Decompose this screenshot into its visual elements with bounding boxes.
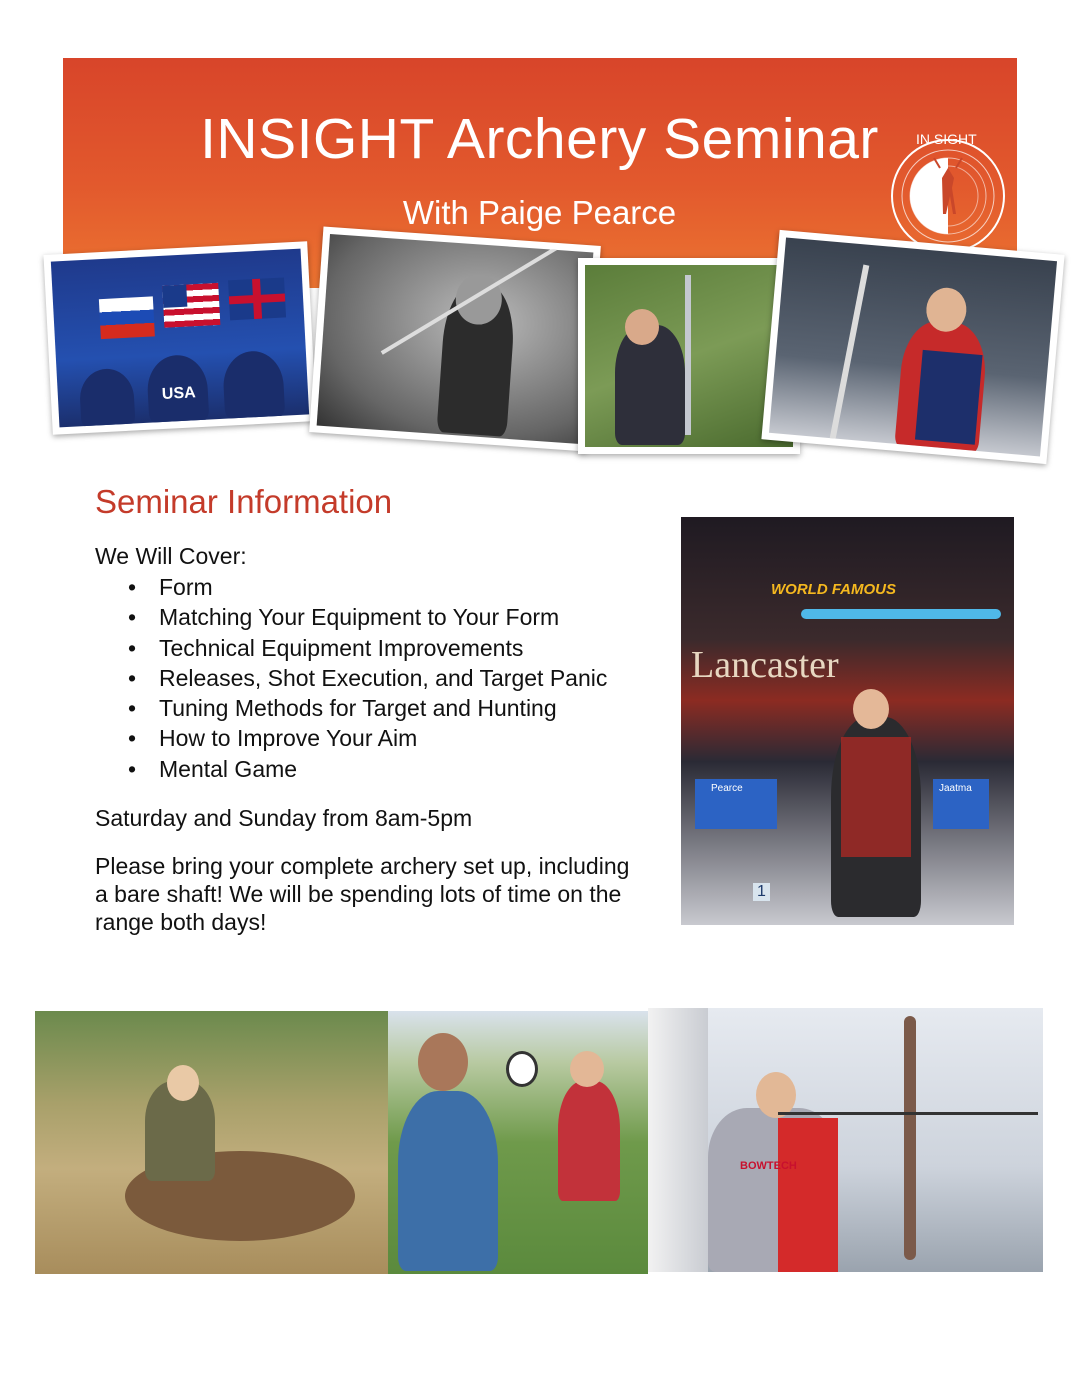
schedule-text: Saturday and Sunday from 8am-5pm (95, 805, 473, 831)
photo-flags (43, 241, 316, 435)
list-item: • Matching Your Equipment to Your Form (95, 602, 655, 632)
bowtech-label: BOWTECH (740, 1160, 797, 1172)
list-item: • Tuning Methods for Target and Hunting (95, 693, 655, 723)
cover-label: We Will Cover: (95, 543, 247, 569)
logo-text: IN SIGHT (916, 131, 977, 147)
photo-bowtech-archer (648, 1008, 1043, 1272)
scoreboard-left-label: Pearce (711, 783, 743, 794)
photo-bw-archer (309, 227, 601, 452)
list-item: • Mental Game (95, 754, 655, 784)
list-item: • Form (95, 572, 655, 602)
topics-list (95, 572, 655, 784)
bring-note: Please bring your complete archery set up, including a bare shaft! We will be spending lots of time on the range both days! (95, 853, 630, 935)
photo-coaching (388, 1011, 648, 1274)
scoreboard-right-label: Jaatma (939, 783, 972, 794)
list-item: • How to Improve Your Aim (95, 723, 655, 753)
insight-logo-icon (886, 128, 1010, 256)
photo-lancaster (681, 517, 1014, 925)
jersey-label: USA (161, 384, 197, 404)
lane-number-label: 1 (753, 883, 770, 901)
lancaster-label: Lancaster (691, 644, 839, 686)
photo-usa-archer (761, 230, 1064, 464)
world-famous-label: WORLD FAMOUS (771, 581, 896, 598)
photo-deer-hunt (35, 1011, 388, 1274)
section-title: Seminar Information (95, 483, 393, 520)
list-item: • Technical Equipment Improvements (95, 633, 655, 663)
page-subtitle: With Paige Pearce (402, 194, 677, 231)
page-title: INSIGHT Archery Seminar (200, 107, 879, 171)
list-item: • Releases, Shot Execution, and Target Panic (95, 663, 655, 693)
